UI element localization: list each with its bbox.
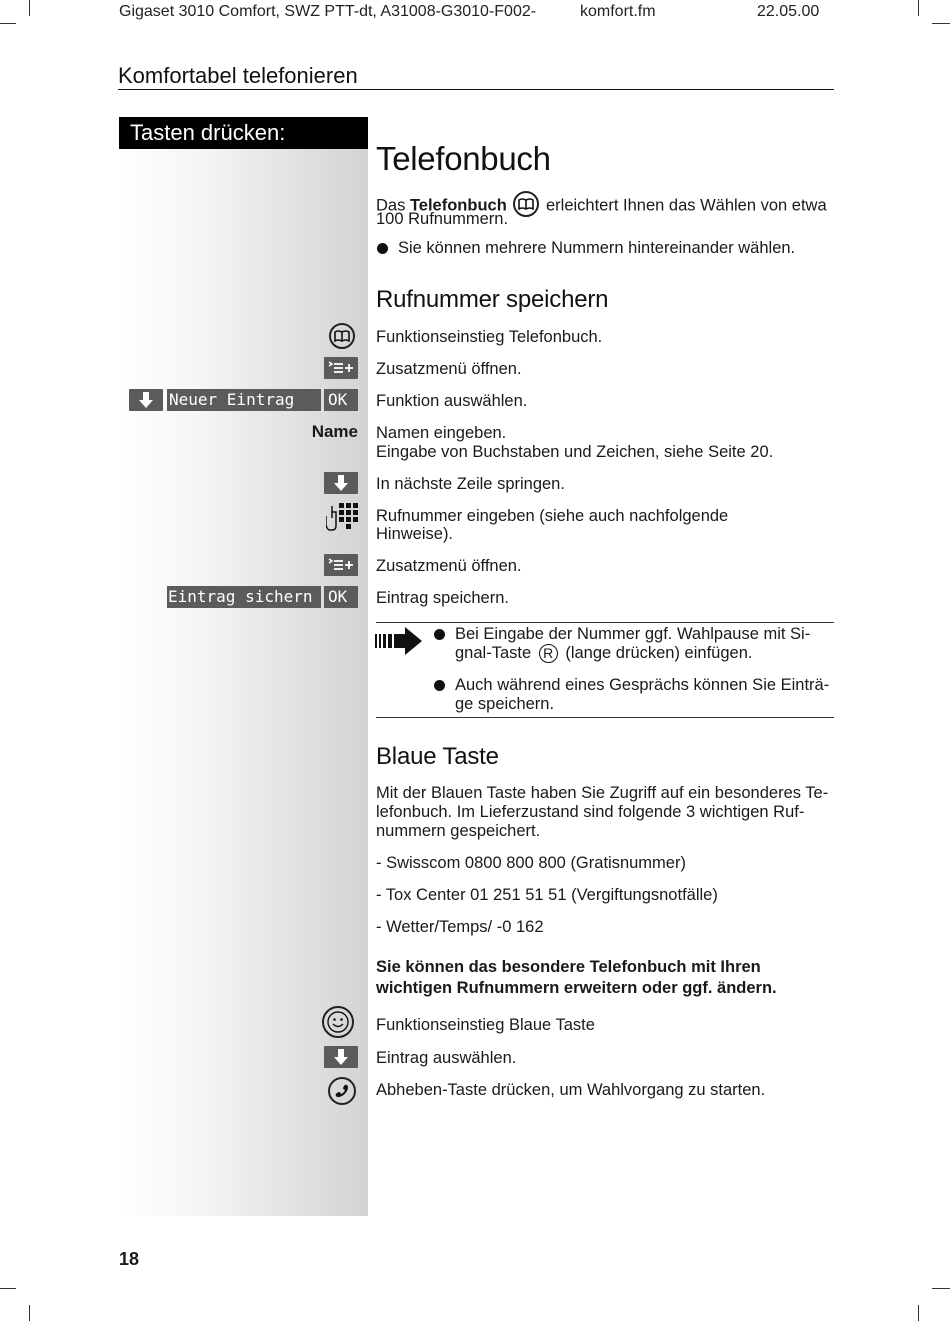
step-text: Zusatzmenü öffnen.: [376, 557, 522, 575]
crop-mark: [0, 23, 16, 24]
header-doc-id: Gigaset 3010 Comfort, SWZ PTT-dt, A31008-G3010-F002-: [119, 3, 537, 20]
header-date: 22.05.00: [757, 3, 820, 20]
step-text: Funktion auswählen.: [376, 392, 528, 410]
note-arrow-icon: [375, 626, 423, 656]
step-text: Eintrag auswählen.: [376, 1049, 517, 1067]
down-arrow-icon: [324, 472, 358, 494]
step-text: Rufnummer eingeben (siehe auch nachfolgende: [376, 507, 729, 525]
blaue-taste-bold-note: wichtigen Rufnummern erweitern oder ggf. ändern.: [376, 979, 777, 997]
handset-icon: [328, 1077, 356, 1105]
phonebook-icon: [329, 323, 355, 349]
step-text: Funktionseinstieg Blaue Taste: [376, 1016, 595, 1034]
crop-mark: [0, 1288, 16, 1289]
blaue-taste-para: nummern gespeichert.: [376, 822, 541, 840]
smiley-icon: [322, 1006, 354, 1038]
note-text: Auch während eines Gesprächs können Sie Einträ-: [455, 676, 830, 694]
down-arrow-icon: [129, 389, 163, 411]
telefonbuch-bullet: Sie können mehrere Nummern hintereinander wählen.: [398, 239, 796, 257]
crop-mark: [29, 1305, 30, 1321]
section-title: Komfortabel telefonieren: [118, 63, 358, 88]
telefonbuch-intro: Das Telefonbuch erleichtert Ihnen das Wählen von etwa: [376, 193, 836, 219]
name-key-label: Name: [311, 422, 358, 441]
blaue-taste-title: Blaue Taste: [376, 743, 499, 770]
note-rule-bottom: [376, 717, 834, 718]
section-rule: [118, 89, 834, 90]
note-rule-top: [376, 622, 834, 623]
step-text: Namen eingeben.: [376, 424, 507, 442]
special-number: - Tox Center 01 251 51 51 (Vergiftungsnotfälle): [376, 886, 718, 904]
down-arrow-icon: [324, 1046, 358, 1068]
note-text: Bei Eingabe der Nummer ggf. Wahlpause mit Si-: [455, 625, 811, 643]
step-text: In nächste Zeile springen.: [376, 475, 565, 493]
bullet-icon: [434, 680, 445, 691]
crop-mark: [29, 0, 30, 16]
page-number: 18: [119, 1249, 140, 1269]
telefonbuch-title: Telefonbuch: [376, 140, 551, 177]
special-number: - Wetter/Temps/ -0 162: [376, 918, 544, 936]
crop-mark: [932, 23, 950, 24]
ok-softkey: OK: [324, 586, 358, 608]
note-text-line2: gnal-Taste R (lange drücken) einfügen.: [455, 644, 753, 662]
rufnummer-title: Rufnummer speichern: [376, 286, 609, 313]
special-number: - Swisscom 0800 800 800 (Gratisnummer): [376, 854, 686, 872]
blaue-taste-bold-note: Sie können das besondere Telefonbuch mit Ihren: [376, 958, 761, 976]
blaue-taste-para: Mit der Blauen Taste haben Sie Zugriff auf ein besonderes Te-: [376, 784, 829, 802]
ok-softkey: OK: [324, 389, 358, 411]
sidebar-heading: Tasten drücken:: [119, 117, 368, 149]
step-text: Funktionseinstieg Telefonbuch.: [376, 328, 603, 346]
note-text: ge speichern.: [455, 695, 555, 713]
r-key-icon: R: [539, 644, 558, 663]
step-text: Zusatzmenü öffnen.: [376, 360, 522, 378]
telefonbuch-intro-line2: 100 Rufnummern.: [376, 210, 509, 228]
step-text: Eintrag speichern.: [376, 589, 509, 607]
crop-mark: [918, 1305, 919, 1321]
blaue-taste-para: lefonbuch. Im Lieferzustand sind folgende 3 wichtigen Ruf-: [376, 803, 805, 821]
bullet-icon: [377, 243, 388, 254]
bullet-icon: [434, 629, 445, 640]
header-filename: komfort.fm: [580, 3, 656, 20]
step-text: Hinweise).: [376, 525, 454, 543]
display-neuer-eintrag: Neuer Eintrag: [167, 389, 321, 411]
menu-icon: [324, 357, 358, 379]
step-text: Abheben-Taste drücken, um Wahlvorgang zu starten.: [376, 1081, 766, 1099]
crop-mark: [918, 0, 919, 16]
crop-mark: [932, 1288, 950, 1289]
keypad-icon: [326, 502, 358, 532]
step-text: Eingabe von Buchstaben und Zeichen, siehe Seite 20.: [376, 443, 774, 461]
menu-icon: [324, 554, 358, 576]
display-eintrag-sichern: Eintrag sichern: [167, 586, 321, 608]
